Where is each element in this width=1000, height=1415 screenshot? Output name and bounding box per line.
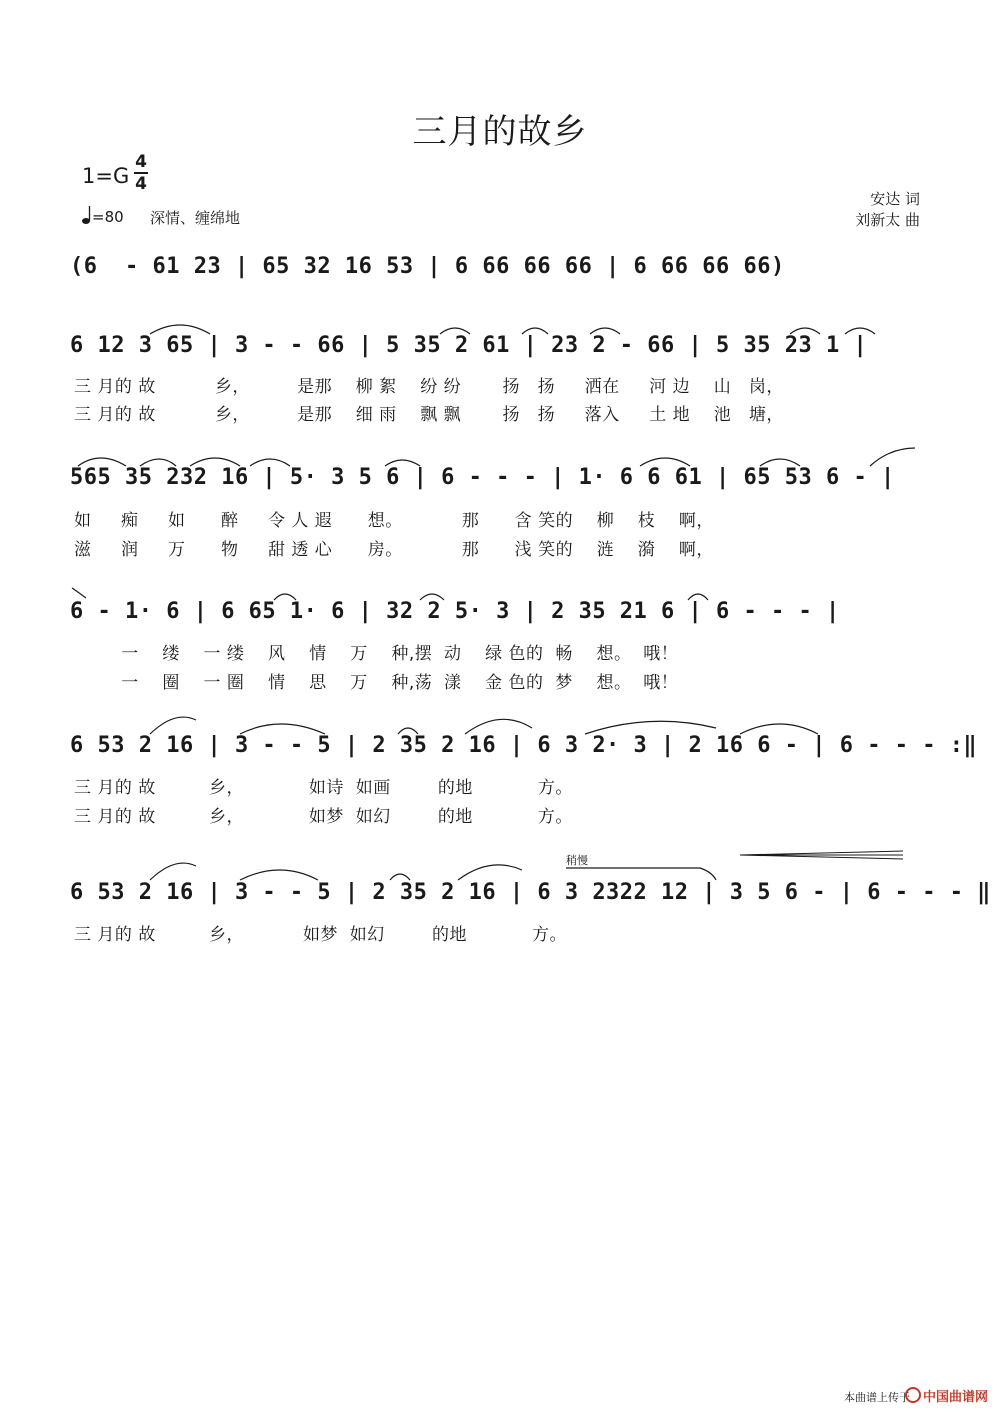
- slur-mark: [140, 459, 176, 466]
- tempo-value: =80: [92, 208, 124, 226]
- notation-line: 6 53 2 16 | 3 - - 5 | 2 35 2 16 | 6 3 2322 12 | 3 5 6 - | 6 - - - ‖: [70, 880, 991, 905]
- lyric-line: 三 月的 故 乡， 是那 细 雨 飘 飘 扬 扬 落入 土 地 池 塘，: [74, 405, 784, 425]
- slur-mark: [522, 328, 548, 334]
- lyric-line: 滋 润 万 物 甜 透 心 房。 那 浅 笑的 涟 漪 啊，: [74, 540, 714, 560]
- composer-credit: 刘新太 曲: [855, 211, 920, 229]
- slur-mark: [465, 719, 532, 734]
- key-signature: 1=G: [82, 164, 130, 188]
- upload-note: 本曲谱上传于: [844, 1391, 910, 1404]
- notation-line: 6 - 1· 6 | 6 65 1· 6 | 32 2 5· 3 | 2 35 21 6 | 6 - - - |: [70, 599, 840, 624]
- slur-mark: [845, 328, 875, 334]
- time-signature-bottom: 4: [135, 174, 147, 194]
- lyric-line: 如 痴 如 醉 令 人 遐 想。 那 含 笑的 柳 枝 啊，: [74, 511, 714, 531]
- slur-mark: [566, 868, 716, 880]
- slur-mark: [250, 459, 290, 466]
- slur-mark: [274, 594, 296, 600]
- slur-mark: [790, 328, 820, 334]
- slur-mark: [385, 460, 420, 466]
- slur-mark: [440, 328, 470, 334]
- slur-mark: [390, 874, 410, 880]
- lyric-line: 一 缕 一 缕 风 情 万 种,摆 动 绿 色的 畅 想。 哦！: [74, 644, 679, 664]
- slur-mark: [240, 724, 325, 734]
- lyricist-credit: 安达 词: [870, 190, 920, 208]
- slur-mark: [150, 325, 210, 334]
- slur-mark: [740, 724, 818, 734]
- notation-line: 565 35 232 16 | 5· 3 5 6 | 6 - - - | 1· 6 6 61 | 65 53 6 - |: [70, 465, 895, 490]
- ritardando-marking: 稍慢: [566, 854, 588, 867]
- slur-mark: [150, 863, 196, 880]
- slur-mark: [585, 721, 716, 734]
- logo-icon: [905, 1387, 921, 1403]
- slur-mark: [640, 458, 690, 466]
- lyric-line: 三 月的 故 乡， 如梦 如幻 的地 方。: [74, 925, 567, 945]
- notation-line: 6 12 3 65 | 3 - - 66 | 5 35 2 61 | 23 2 - 66 | 5 35 23 1 |: [70, 333, 868, 358]
- crescendo-line: [740, 855, 903, 859]
- slur-mark: [398, 728, 418, 734]
- lyric-line: 一 圈 一 圈 情 思 万 种,荡 漾 金 色的 梦 想。 哦！: [74, 673, 679, 693]
- slur-mark: [590, 328, 620, 334]
- site-logo[interactable]: [905, 1386, 988, 1405]
- slur-mark: [190, 458, 240, 466]
- page-title: 三月的故乡: [412, 112, 588, 152]
- slur-mark: [72, 588, 86, 598]
- slur-mark: [78, 458, 126, 466]
- time-signature-top: 4: [135, 152, 147, 172]
- notation-line: (6 - 61 23 | 65 32 16 53 | 6 66 66 66 | 6 66 66 66): [70, 254, 785, 279]
- expression-marking: 深情、缠绵地: [150, 209, 241, 227]
- slur-mark: [240, 870, 318, 880]
- slur-mark: [760, 459, 800, 466]
- slur-mark: [150, 717, 196, 734]
- lyric-line: 三 月的 故 乡， 如梦 如幻 的地 方。: [74, 807, 573, 827]
- slur-mark: [688, 594, 708, 600]
- notation-line: 6 53 2 16 | 3 - - 5 | 2 35 2 16 | 6 3 2· 3 | 2 16 6 - | 6 - - - :‖: [70, 733, 978, 758]
- slur-mark: [420, 594, 444, 600]
- lyric-line: 三 月的 故 乡， 是那 柳 絮 纷 纷 扬 扬 洒在 河 边 山 岗，: [74, 377, 784, 397]
- slur-mark: [870, 448, 915, 466]
- slur-mark: [458, 865, 522, 880]
- site-name: 中国曲谱网: [922, 1390, 988, 1405]
- lyric-line: 三 月的 故 乡， 如诗 如画 的地 方。: [74, 778, 573, 798]
- crescendo-line: [740, 851, 903, 855]
